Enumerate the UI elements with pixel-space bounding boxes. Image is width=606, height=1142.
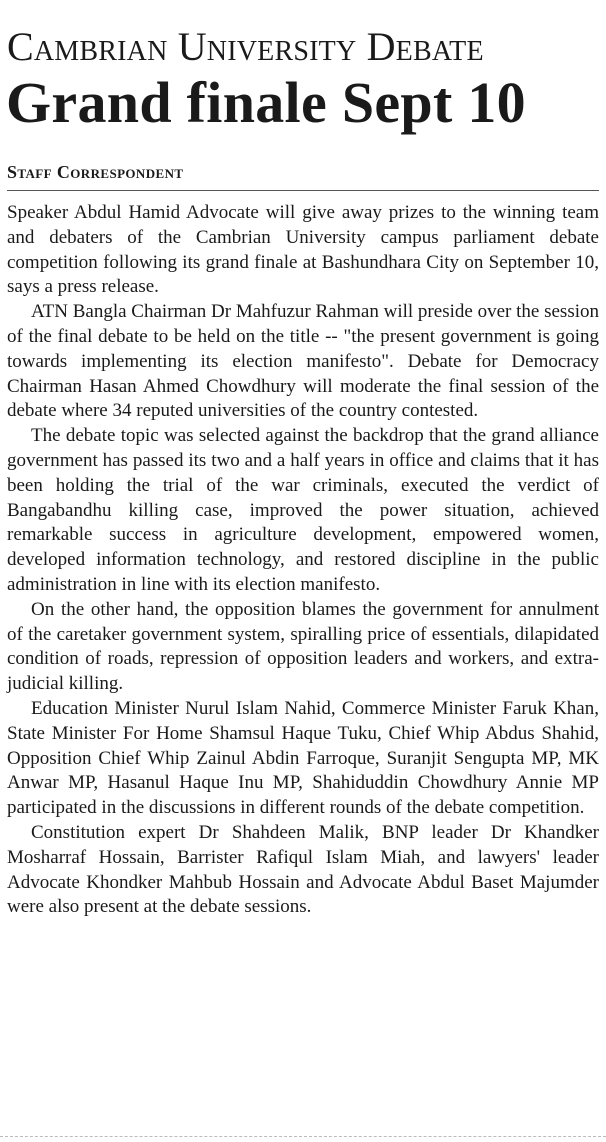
article-paragraph: ATN Bangla Chairman Dr Mahfuzur Rahman will preside over the session of the final debate to be held on the title -- "the present government is going towards implementing its election manifesto". Debate for Democracy Chairman Hasan Ahmed Chowdhury will moderate the final session of the debate where 34 reputed universities of the country contested.	[7, 301, 599, 422]
clipping-bottom-edge	[0, 1136, 606, 1137]
article-kicker: Cambrian University Debate	[7, 24, 484, 69]
article-body	[7, 201, 599, 920]
article-paragraph: On the other hand, the opposition blames the government for annulment of the caretaker government system, spiralling price of essentials, dilapidated condition of roads, repression of opposition leaders and workers, and extra-judicial killing.	[7, 598, 599, 695]
article-byline: Staff Correspondent	[7, 162, 184, 182]
article-paragraph: Education Minister Nurul Islam Nahid, Commerce Minister Faruk Khan, State Minister For Home Shamsul Haque Tuku, Chief Whip Abdus Shahid, Opposition Chief Whip Zainul Abdin Farroque, Suranjit Sengupta MP, MK Anwar MP, Hasanul Haque Inu MP, Shahiduddin Chowdhury Annie MP participated in the discussions in different rounds of the debate competition.	[7, 697, 599, 819]
byline-divider	[7, 190, 599, 191]
article-headline: Grand finale Sept 10	[6, 70, 526, 135]
article-paragraph: Speaker Abdul Hamid Advocate will give away prizes to the winning team and debaters of the Cambrian University campus parliament debate competition following its grand finale at Bashundhara City on September 10, says a press release.	[7, 202, 599, 298]
article-paragraph: Constitution expert Dr Shahdeen Malik, BNP leader Dr Khandker Mosharraf Hossain, Barrister Rafiqul Islam Miah, and lawyers' leader Advocate Khondker Mahbub Hossain and Advocate Abdul Baset Majumder were also present at the debate sessions.	[7, 821, 599, 918]
article-paragraph: The debate topic was selected against the backdrop that the grand alliance government has passed its two and a half years in office and claims that it has been holding the trial of the war criminals, executed the verdict of Bangabandhu killing case, improved the power situation, achieved remarkable success in agriculture development, empowered women, developed information technology, and restored discipline in the public administration in line with its election manifesto.	[7, 425, 599, 595]
